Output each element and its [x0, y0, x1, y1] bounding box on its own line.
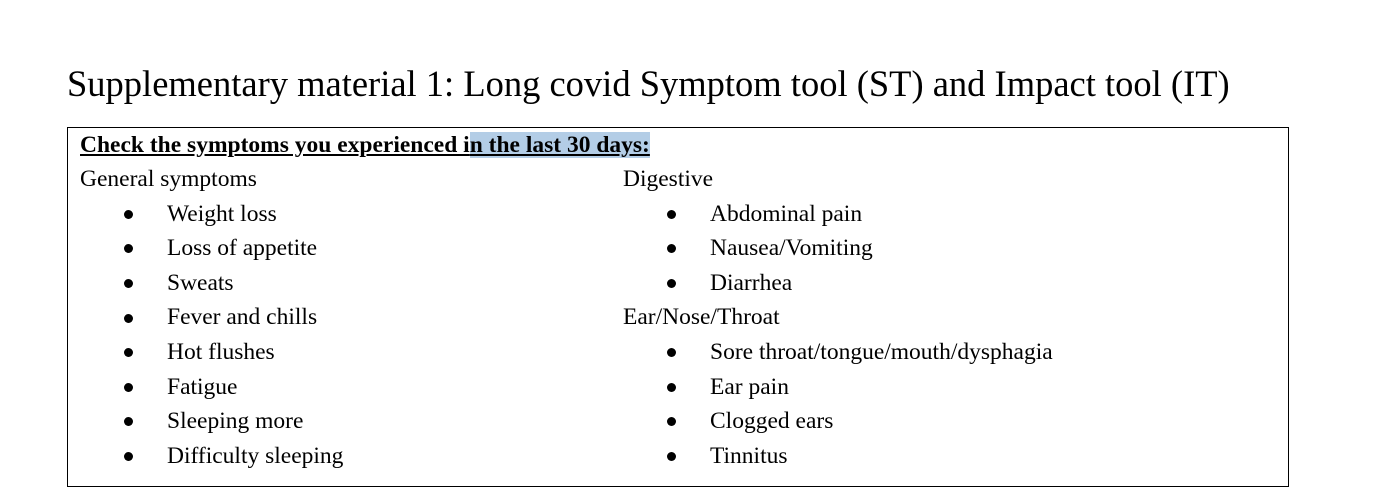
symptom-label: Tinnitus	[710, 442, 788, 469]
symptom-label: Sleeping more	[167, 408, 304, 435]
symptom-label: Hot flushes	[167, 338, 275, 365]
symptom-label: Diarrhea	[710, 269, 793, 296]
section-heading-digestive: Digestive	[623, 166, 714, 192]
bullet-icon	[667, 279, 676, 288]
symptom-item	[80, 231, 343, 266]
bullet-icon	[667, 383, 676, 392]
symptom-item	[80, 300, 343, 335]
symptom-item	[623, 231, 1053, 266]
bullet-icon	[124, 417, 133, 426]
instruction-text: Check the symptoms you experienced i	[80, 132, 470, 158]
symptom-item	[623, 370, 1053, 405]
symptom-label: Ear pain	[710, 373, 789, 400]
bullet-icon	[667, 348, 676, 357]
bullet-icon	[124, 244, 133, 253]
symptom-label: Clogged ears	[710, 408, 834, 435]
symptom-item	[80, 197, 343, 232]
bullet-icon	[124, 452, 133, 461]
symptom-item	[623, 335, 1053, 370]
bullet-icon	[124, 348, 133, 357]
bullet-icon	[124, 314, 133, 323]
document-title: Supplementary material 1: Long covid Symptom tool (ST) and Impact tool (IT)	[67, 63, 1230, 104]
symptom-label: Weight loss	[167, 200, 277, 227]
symptom-item	[623, 404, 1053, 439]
symptom-label: Abdominal pain	[710, 200, 863, 227]
symptom-label: Sore throat/tongue/mouth/dysphagia	[710, 338, 1053, 365]
symptom-label: Nausea/Vomiting	[710, 235, 873, 262]
bullet-icon	[124, 383, 133, 392]
section-heading-general: General symptoms	[80, 166, 257, 192]
symptom-label: Loss of appetite	[167, 235, 318, 262]
symptom-label: Fever and chills	[167, 304, 318, 331]
symptom-item	[80, 335, 343, 370]
symptom-item	[80, 404, 343, 439]
bullet-icon	[667, 210, 676, 219]
bullet-icon	[667, 244, 676, 253]
right-column	[623, 162, 1053, 473]
symptom-item	[623, 439, 1053, 474]
section-heading-ent: Ear/Nose/Throat	[623, 304, 780, 331]
bullet-icon	[667, 452, 676, 461]
symptom-label: Difficulty sleeping	[167, 442, 344, 469]
bullet-icon	[124, 279, 133, 288]
symptom-item	[623, 197, 1053, 232]
symptom-item	[80, 266, 343, 301]
symptom-label: Fatigue	[167, 373, 238, 400]
bullet-icon	[667, 417, 676, 426]
symptom-label: Sweats	[167, 269, 234, 296]
left-column	[80, 162, 343, 473]
symptom-item	[80, 439, 343, 474]
symptom-item	[623, 266, 1053, 301]
symptom-item	[80, 370, 343, 405]
instruction-highlighted-text: n the last 30 days:	[469, 132, 650, 158]
instruction-heading	[80, 130, 650, 160]
bullet-icon	[124, 210, 133, 219]
